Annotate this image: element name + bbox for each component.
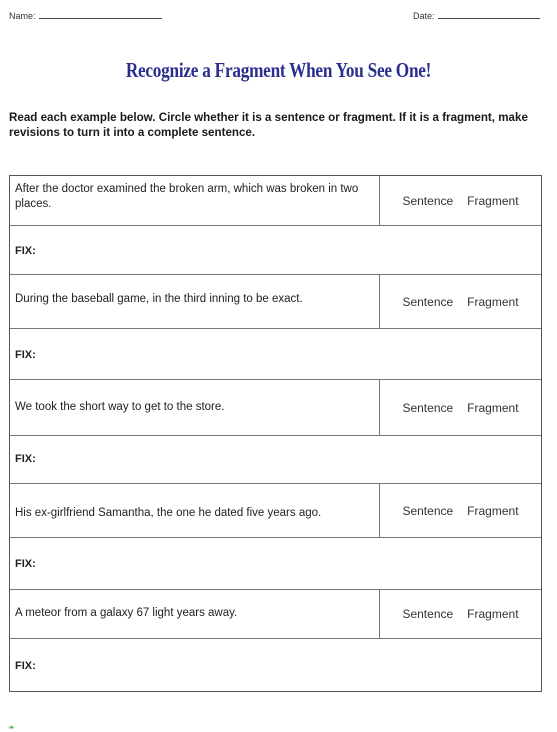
example-text-4: His ex-girlfriend Samantha, the one he dated five years ago.: [10, 484, 380, 537]
date-label: Date:: [413, 11, 435, 21]
sentence-option-5[interactable]: Sentence: [402, 607, 454, 621]
worksheet-title: Recognize a Fragment When You See One!: [125, 58, 432, 82]
exercise-table: [9, 175, 542, 692]
example-row-1: [10, 176, 541, 226]
choices-5: [380, 590, 541, 638]
fix-row-3[interactable]: [10, 436, 541, 484]
date-blank[interactable]: [438, 10, 540, 19]
choices-1: [380, 176, 541, 225]
fragment-option-5[interactable]: Fragment: [467, 607, 519, 621]
sentence-option-1[interactable]: Sentence: [402, 193, 454, 208]
fix-label-4: FIX:: [15, 558, 36, 570]
fragment-option-2[interactable]: Fragment: [467, 294, 519, 309]
fix-label-2: FIX:: [15, 349, 36, 361]
example-row-5: [10, 590, 541, 639]
sentence-option-3[interactable]: Sentence: [402, 400, 454, 415]
fix-label-3: FIX:: [15, 453, 36, 465]
fix-row-2[interactable]: [10, 329, 541, 380]
sentence-option-2[interactable]: Sentence: [402, 294, 454, 309]
fix-row-4[interactable]: [10, 538, 541, 590]
sentence-option-4[interactable]: Sentence: [402, 503, 454, 518]
choices-4: [380, 484, 541, 537]
publisher-logo-icon: ❧: [8, 723, 15, 732]
example-text-3: We took the short way to get to the store.: [10, 380, 380, 435]
example-text-2: During the baseball game, in the third inning to be exact.: [10, 275, 380, 328]
name-label: Name:: [9, 11, 36, 21]
fragment-option-3[interactable]: Fragment: [467, 400, 519, 415]
fix-row-1[interactable]: [10, 226, 541, 275]
example-row-3: [10, 380, 541, 436]
fragment-option-4[interactable]: Fragment: [467, 503, 519, 518]
example-text-1: After the doctor examined the broken arm, which was broken in two places.: [10, 176, 380, 225]
example-row-2: [10, 275, 541, 329]
date-field[interactable]: [413, 10, 540, 21]
name-blank[interactable]: [39, 10, 162, 19]
instructions: Read each example below. Circle whether it is a sentence or fragment. If it is a fragment, make revisions to turn it into a complete sentence.: [9, 111, 528, 139]
name-field[interactable]: [9, 10, 162, 21]
example-row-4: [10, 484, 541, 538]
choices-2: [380, 275, 541, 328]
fragment-option-1[interactable]: Fragment: [467, 193, 519, 208]
choices-3: [380, 380, 541, 435]
fix-row-5[interactable]: [10, 639, 541, 691]
example-text-5: A meteor from a galaxy 67 light years away.: [10, 590, 380, 638]
fix-label-5: FIX:: [15, 660, 36, 672]
fix-label-1: FIX:: [15, 245, 36, 257]
